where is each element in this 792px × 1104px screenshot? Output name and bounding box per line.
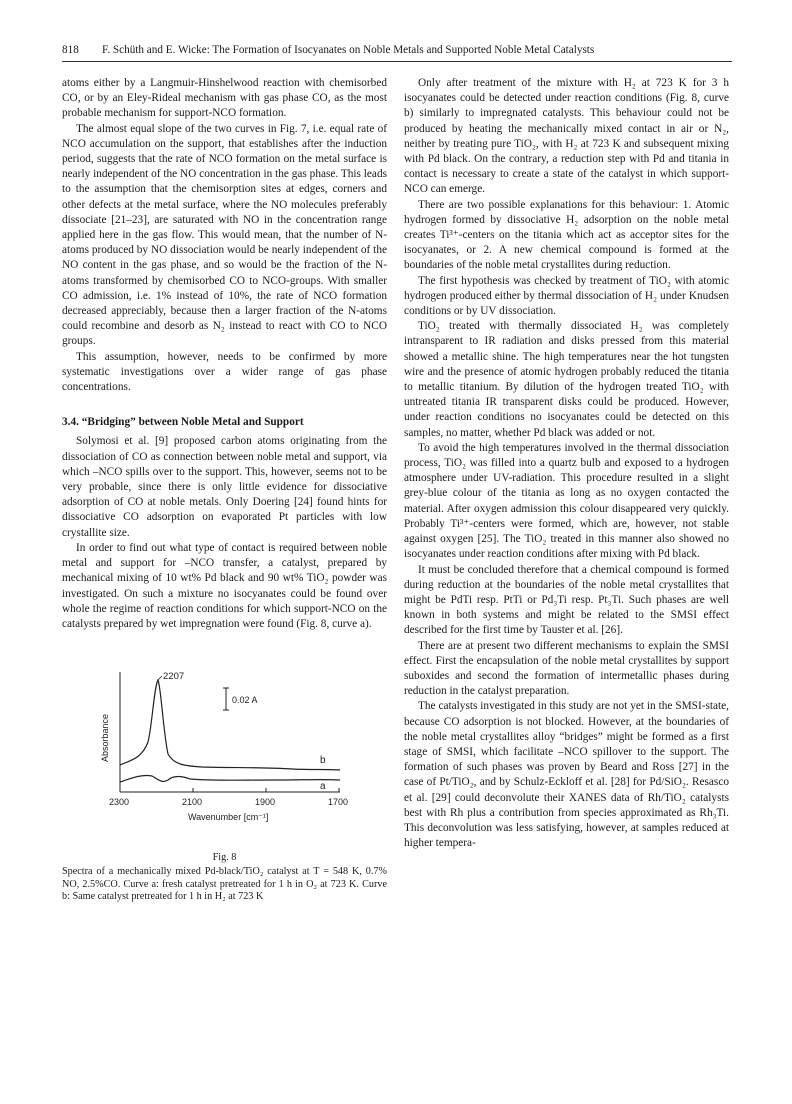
figure-caption: Spectra of a mechanically mixed Pd-black/TiO₂ catalyst at T = 548 K, 0.7% NO, 2.5%CO. Curve a: fresh catalyst pretreated for 1 h in O₂ at 723 K. Curve b: Same catalyst pretreated for 1 h in H₂ at 723 K <box>62 866 387 902</box>
curve-label-a: a <box>320 781 326 793</box>
y-axis-label: Absorbance <box>100 714 110 763</box>
peak-marker <box>158 676 162 680</box>
paragraph: In order to find out what type of contact is required between noble metal and support for –NCO transfer, a catalyst, prepared by mechanical mixing of 10 wt% Pd black and 90 wt% TiO₂ powder was investigated. On such a mixture no isocyanates could be found over whole the regime of reaction conditions for which support-NCO on the catalysts prepared by wet impregnation were found (Fig. 8, curve a). <box>62 541 387 630</box>
header-rule <box>62 61 732 62</box>
figure-8 <box>62 662 387 840</box>
curve-a <box>120 776 340 783</box>
scale-label: 0.02 A <box>232 695 258 706</box>
paragraph: Solymosi et al. [9] proposed carbon atoms originating from the dissociation of CO as connection between noble metal and support, via which –NCO spills over to the support. This, however, seems not to be very probable, since there is only little evidence for dissociative adsorption of CO at noble metals. Only Doering [24] found hints for dissociative CO adsorption on evaporated Pt particles with low crystallite size. <box>62 435 387 539</box>
paragraph: atoms either by a Langmuir-Hinshelwood reaction with chemisorbed CO, or by an Eley-Rideal mechanism with gas phase CO, as the most probable mechanism for support-NCO formation. <box>62 77 387 120</box>
paragraph: There are two possible explanations for this behaviour: 1. Atomic hydrogen formed by dissociative H₂ adsorption on the noble metal creates Ti³⁺-centers on the titania which act as acceptor sites for the isocyanates, or 2. A new chemical compound is formed at the boundaries of the noble metal crystallites during reduction. <box>404 198 729 272</box>
paragraph: It must be concluded therefore that a chemical compound is formed during reduction at the boundaries of the noble metal crystallites that might be PdTi resp. PtTi or Pd₃Ti resp. Pt₃Ti. Such phases are well known in both systems and might be related to the SMSI effect described for the first time by Tauster et al. [26]. <box>404 563 729 637</box>
peak-label: 2207 <box>163 671 185 683</box>
curve-label-b: b <box>320 755 326 767</box>
x-axis-label: Wavenumber [cm⁻¹] <box>188 812 269 823</box>
paragraph: There are at present two different mechanisms to explain the SMSI effect. First the encapsulation of the noble metal crystallites by support suboxides and second the formation of intermetallic phases during reduction in the catalyst preparation. <box>404 639 729 698</box>
paragraph: The first hypothesis was checked by treatment of TiO₂ with atomic hydrogen produced either by thermal dissociation of H₂ under Knudsen conditions or by UV dissociation. <box>404 274 729 318</box>
x-tick-label: 2300 <box>109 797 130 808</box>
page-number: 818 <box>62 44 79 56</box>
spectrum-plot <box>62 662 387 840</box>
paragraph: Only after treatment of the mixture with H₂ at 723 K for 3 h isocyanates could be detected under reaction conditions (Fig. 8, curve b) similarly to impregnated catalysts. This behaviour could not be produced by heating the mechanically mixed contact in air or N₂, neither by treating pure TiO₂, with H₂ at 723 K and subsequent mixing with Pd black. On the contrary, a reduction step with Pd and titania in contact is necessary to create a state of the catalyst in which support-NCO can emerge. <box>404 77 729 196</box>
x-tick-label: 2100 <box>182 797 203 808</box>
left-column <box>62 76 387 903</box>
curve-b <box>120 680 340 770</box>
paragraph: TiO₂ treated with thermally dissociated H₂ was completely intransparent to IR radiation and disks pressed from this material showed a metallic shine. The high temperatures near the hot tungsten wire and the presence of atomic hydrogen probably reduced the titania to metallic titanium. By dilution of the hydrogen treated TiO₂ with untreated titania IR transparent disks could be produced. However, under reaction conditions no isocyanates could be detected on this samples, no matter, whether Pd black was added or not. <box>404 320 729 439</box>
x-tick-label: 1700 <box>328 797 349 808</box>
paragraph: This assumption, however, needs to be confirmed by more systematic investigations over a wider range of gas phase concentrations. <box>62 350 387 394</box>
x-tick-label: 1900 <box>255 797 276 808</box>
running-title: F. Schüth and E. Wicke: The Formation of Isocyanates on Noble Metals and Supported Noble Metal Catalysts <box>102 44 595 56</box>
paragraph: To avoid the high temperatures involved in the thermal dissociation process, TiO₂ was filled into a quartz bulb and exposed to a hydrogen atmosphere under UV-radiation. This procedure resulted in a slight grey-blue colour of the titania as long as no oxygen contacted the material. After oxygen admission this colour disappeared very quickly. Probably Ti³⁺-centers were formed, which are, however, not stable against oxygen [25]. The TiO₂ treated in this manner also showed no isocyanates under reaction conditions after mixing with Pd black. <box>404 441 729 561</box>
section-heading: 3.4. “Bridging” between Noble Metal and Support <box>62 416 304 429</box>
figure-title: Fig. 8 <box>212 852 237 864</box>
paragraph: The catalysts investigated in this study are not yet in the SMSI-state, because CO adsorption is not blocked. However, at the boundaries of the noble metal crystallites alloy “bridges” might be formed as a first stage of SMSI, which facilitate –NCO spillover to the support. The formation of such phases was proven by Beard and Ross [27] in the case of Pt/TiO₂, and by Schulz-Eckloff et al. [28] for Pd/SiO₂. Resasco et al. [29] could deconvolute their XANES data of Rh/TiO₂ catalysts best with Rh plus a contribution from species approximated as Rh₃Ti. This deconvolution was less satisfying, however, at samples reduced at higher tempera- <box>404 700 729 850</box>
right-column <box>404 76 729 851</box>
paragraph: The almost equal slope of the two curves in Fig. 7, i.e. equal rate of NCO accumulation on the support, that establishes after the induction period, suggests that the rate of NCO formation on the metal surface is nearly independent of the NO concentration in the gas phase. This leads to the assumption that the chemisorption sites at edges, corners and other defects at the metal surface, where the NO molecules preferably dissociate [21–23], are saturated with NO in the concentration range applied here in the gas flow. This would mean, that the number of N-atoms produced by NO dissociation would be nearly independent of the NO content in the gas phase, and so would be the fraction of the N-atoms transformed by chemisorbed CO to NCO-groups. With smaller CO admission, i.e. 1% instead of 10%, the rate of NCO formation decreased appreciably, because then a larger fraction of the N-atoms could recombine and desorb as N₂ instead to react with CO to NCO groups. <box>62 122 387 348</box>
